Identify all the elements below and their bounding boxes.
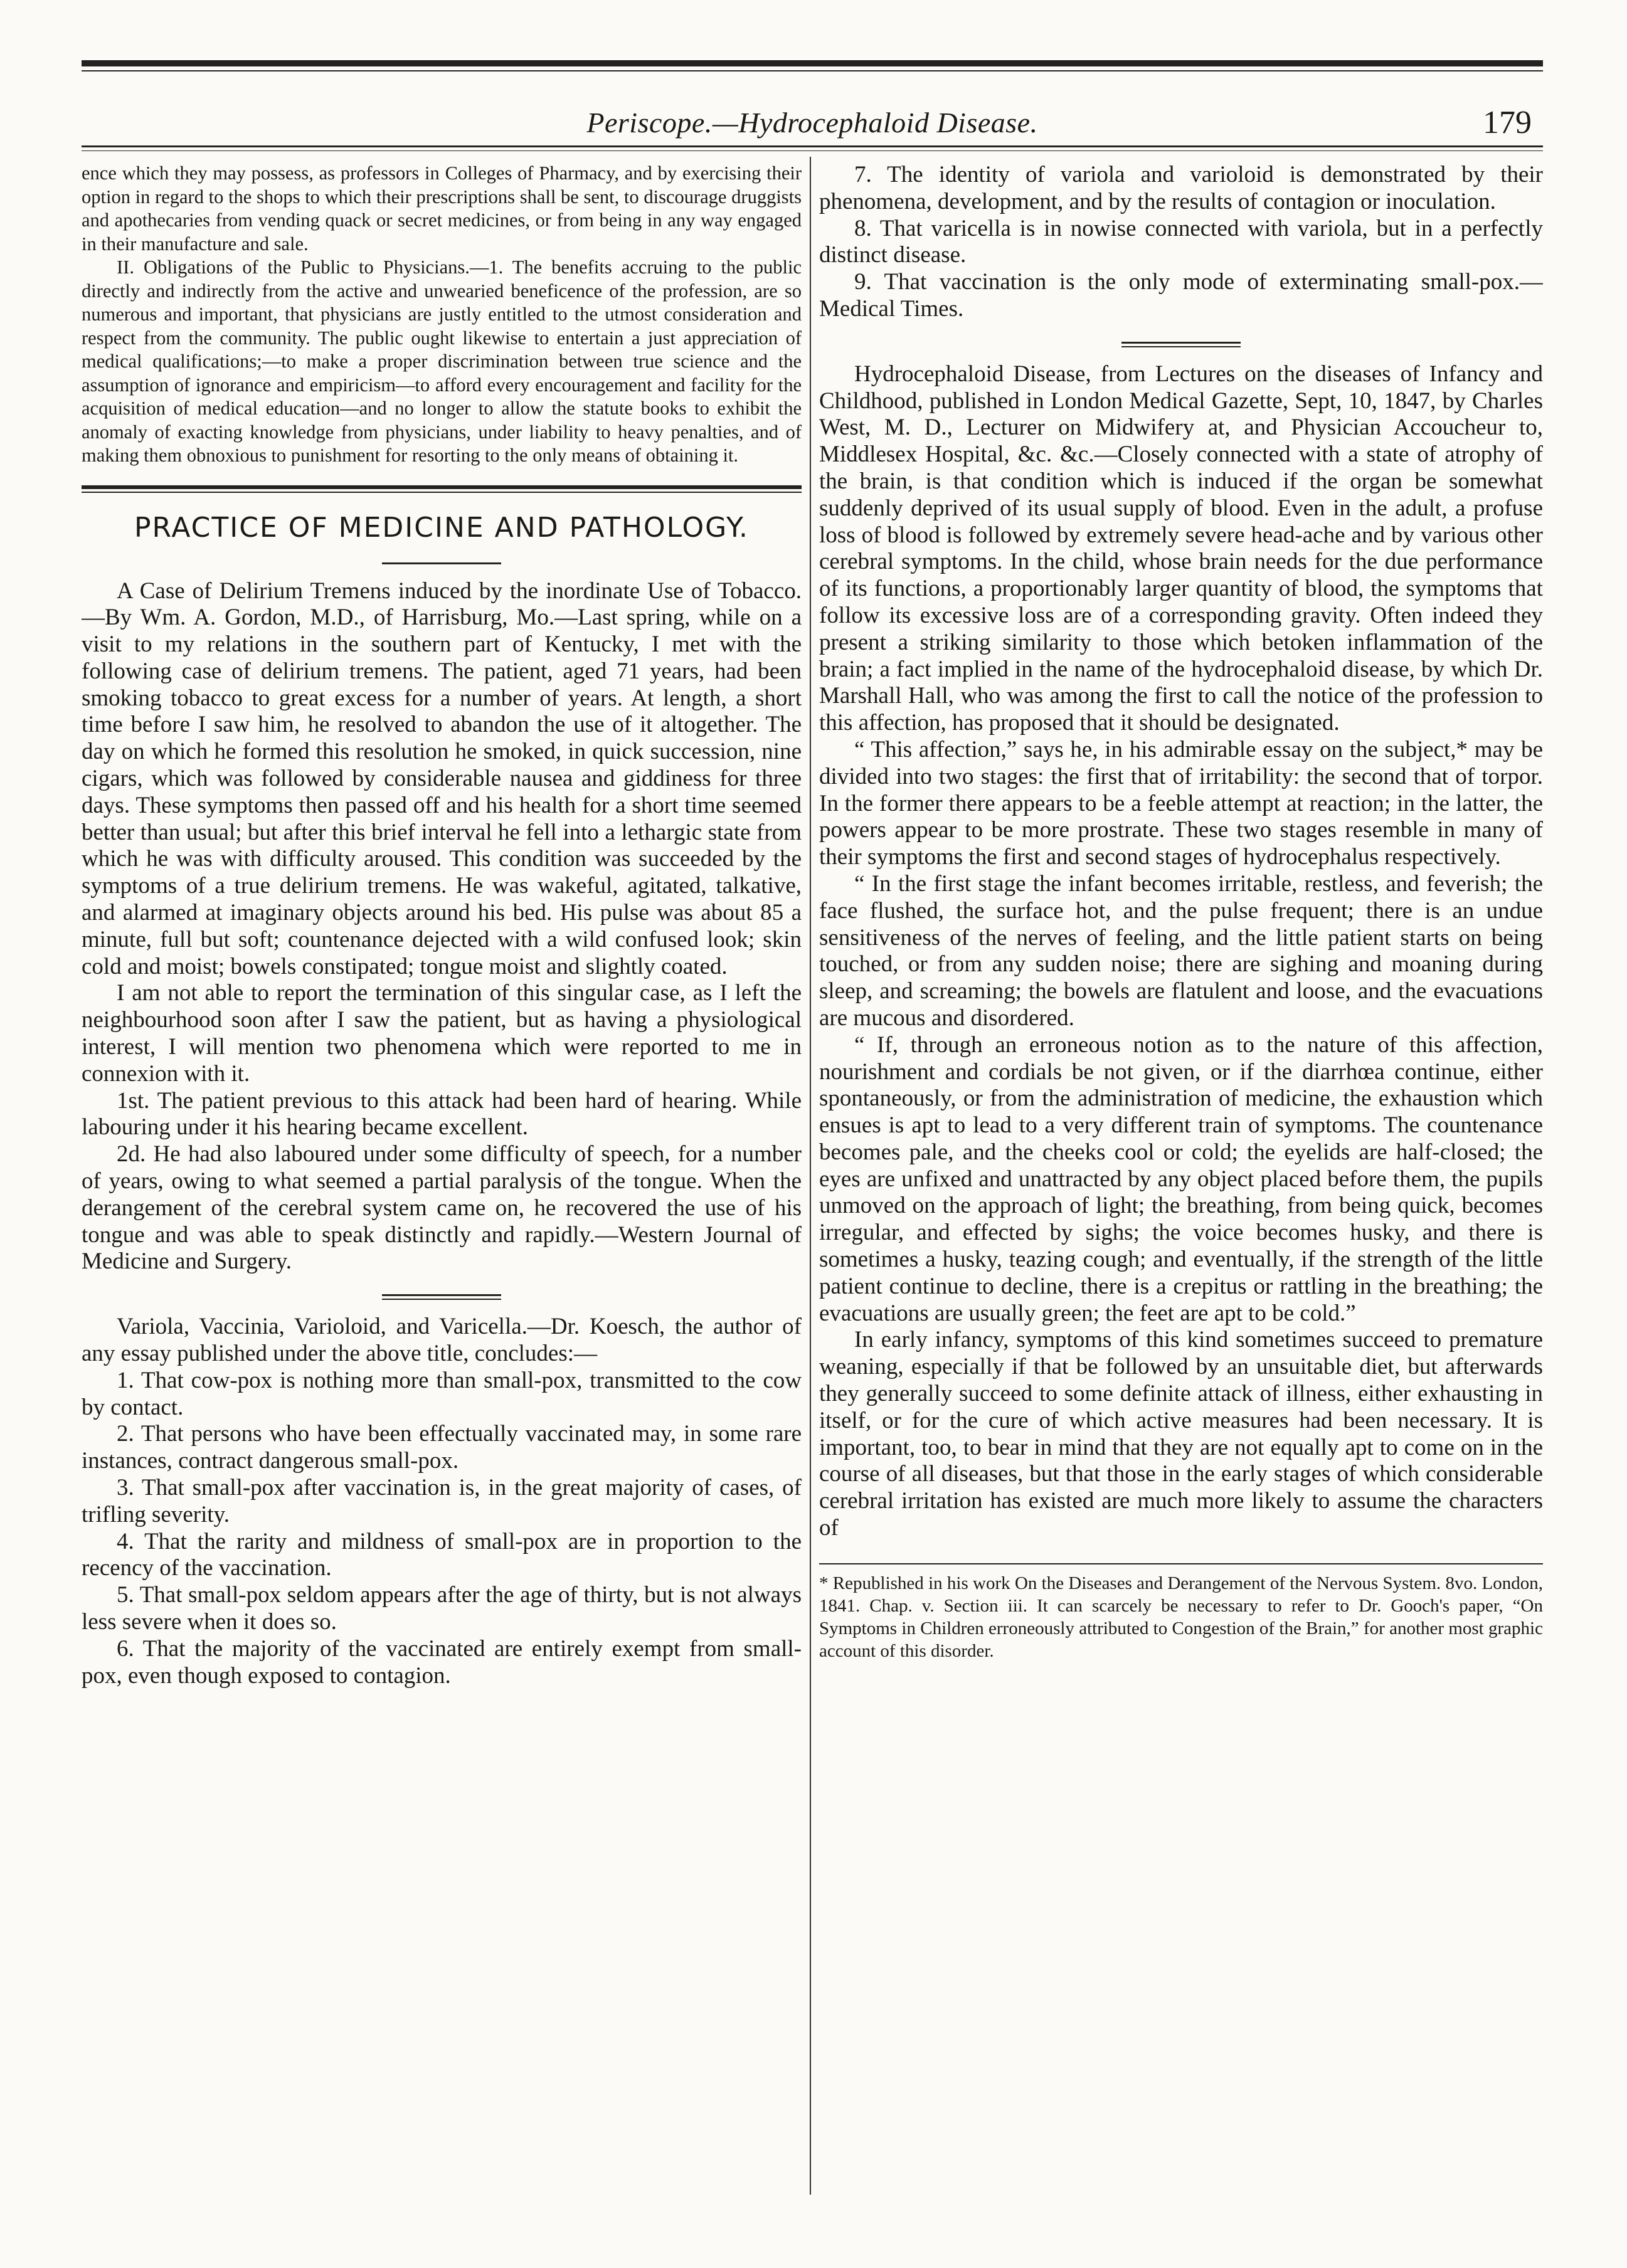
left-column — [82, 162, 802, 2225]
top-rule-thin — [82, 70, 1543, 71]
section-rule-thin — [82, 492, 802, 493]
short-rule — [382, 562, 501, 564]
list-item: 4. That the rarity and mildness of small-pox are in proportion to the recency of the vaccination. — [82, 1528, 802, 1581]
delirium-paragraph-4: 2d. He had also laboured under some difficulty of speech, for a number of years, owing to what seemed a partial paralysis of the tongue. When the derangement of the cerebral system came on, he recovered the use of his tongue and was able to speak distinctly and rapidly.—Western Journal of Medicine and Surgery. — [82, 1141, 802, 1275]
column-divider — [810, 157, 811, 2195]
article-separator — [382, 1294, 501, 1300]
delirium-paragraph-2: I am not able to report the termination of this singular case, as I left the neighbourhood soon after I saw the patient, but as having a physiological interest, I will mention two phenomena which were reported to me in connexion with it. — [82, 980, 802, 1087]
hydrocephaloid-paragraph-4: “ If, through an erroneous notion as to the nature of this affection, nourishment and cordials be not given, or if the diarrhœa continue, either spontaneously, or from the administration of medicine, the exhaustion which ensues is apt to lead to a very different train of symptoms. The countenance becomes pale, and the cheeks cool or cold; the eyelids are half-closed; the eyes are unfixed and unattracted by any object placed before them, the pupils unmoved on the approach of light; the breathing, from being quick, becomes irregular, and effected by sighs; the voice becomes husky, and there is sometimes a husky, teazing cough; and eventually, if the strength of the little patient continue to decline, there is a crepitus or rattling in the breathing; the evacuations are usually green; the feet are apt to be cold.” — [819, 1031, 1543, 1326]
obligations-paragraph: II. Obligations of the Public to Physicians.—1. The benefits accruing to the public directly and indirectly from the active and unwearied beneficence of the profession, are so numerous and important, that physicians are justly entitled to the utmost consideration and respect from the community. The public ought likewise to entertain a just appreciation of medical qualifications;—to make a proper discrimination between true science and the assumption of ignorance and empiricism—to afford every encouragement and facility for the acquisition of medical education—and no longer to allow the statute books to exhibit the anomaly of exacting knowledge from physicians, under liability to heavy penalties, and of making them obnoxious to punishment for resorting to the only means of obtaining it. — [82, 256, 802, 466]
list-item: 2. That persons who have been effectually vaccinated may, in some rare instances, contract dangerous small-pox. — [82, 1421, 802, 1474]
delirium-paragraph-3: 1st. The patient previous to this attack had been hard of hearing. While labouring under it his hearing became excellent. — [82, 1087, 802, 1141]
top-rule — [82, 60, 1543, 66]
variola-intro: Variola, Vaccinia, Varioloid, and Varicella.—Dr. Koesch, the author of any essay published under the above title, concludes:— — [82, 1314, 802, 1367]
footnote-rule — [819, 1563, 1543, 1564]
hydrocephaloid-paragraph-3: “ In the first stage the infant becomes irritable, restless, and feverish; the face flushed, the surface hot, and the pulse frequent; there is an undue sensitiveness of the nerves of feeling, and the little patient starts on being touched, or from any sudden noise; there are sighing and moaning during sleep, and screaming; the bowels are flatulent and loose, and the evacuations are mucous and disordered. — [819, 870, 1543, 1031]
header-rule — [82, 145, 1543, 147]
page-number: 179 — [1483, 104, 1532, 140]
list-item: 5. That small-pox seldom appears after the age of thirty, but is not always less severe when it does so. — [82, 1582, 802, 1635]
list-item: 1. That cow-pox is nothing more than small-pox, transmitted to the cow by contact. — [82, 1367, 802, 1420]
hydrocephaloid-paragraph-1: Hydrocephaloid Disease, from Lectures on the diseases of Infancy and Childhood, published in London Medical Gazette, Sept, 10, 1847, by Charles West, M. D., Lecturer on Midwifery at, and Physician Accoucheur to, Middlesex Hospital, &c. &c.—Closely connected with a state of atrophy of the brain, is that condition which is induced if the organ be somewhat suddenly deprived of its usual supply of blood. Even in the adult, a profuse loss of blood is followed by extremely severe head-ache and by various other cerebral symptoms. In the child, whose brain needs for the due performance of its functions, a proportionably larger quantity of blood, the symptoms that follow its excessive loss are of a corresponding gravity. Often indeed they present a striking similarity to those which betoken inflammation of the brain; a fact implied in the name of the hydrocephaloid disease, by which Dr. Marshall Hall, who was among the first to call the notice of the profession to this affection, has proposed that it should be designated. — [819, 361, 1543, 736]
hydrocephaloid-paragraph-5: In early infancy, symptoms of this kind sometimes succeed to premature weaning, especially if that be followed by an unsuitable diet, but afterwards they generally succeed to some definite attack of illness, either exhausting in itself, or for the cure of which active measures had been necessary. It is important, too, to bear in mind that they are not equally apt to come on in the course of all diseases, but that those in the early stages of which considerable cerebral irritation has existed are much more likely to assume the characters of — [819, 1327, 1543, 1541]
running-title: Periscope.—Hydrocephaloid Disease. — [586, 106, 1038, 139]
list-item: 3. That small-pox after vaccination is, in the great majority of cases, of trifling severity. — [82, 1475, 802, 1527]
list-item: 8. That varicella is in nowise connected with variola, but in a perfectly distinct disease. — [819, 215, 1543, 268]
running-header — [82, 94, 1543, 150]
footnote: * Republished in his work On the Diseases and Derangement of the Nervous System. 8vo. London, 1841. Chap. v. Section iii. It can scarcely be necessary to refer to Dr. Gooch's paper, “On Symptoms in Children erroneously attributed to Congestion of the Brain,” for another most graphic account of this disorder. — [819, 1573, 1543, 1661]
list-item: 9. That vaccination is the only mode of exterminating small-pox.—Medical Times. — [819, 269, 1543, 322]
right-column — [819, 162, 1543, 2225]
section-heading: PRACTICE OF MEDICINE AND PATHOLOGY. — [134, 511, 749, 544]
list-item: 7. The identity of variola and varioloid is demonstrated by their phenomena, development, and by the results of contagion or inoculation. — [819, 162, 1543, 214]
section-rule — [82, 485, 802, 489]
hydrocephaloid-paragraph-2: “ This affection,” says he, in his admirable essay on the subject,* may be divided into two stages: the first that of irritability: the second that of torpor. In the former there appears to be a feeble attempt at reaction; in the latter, the powers appear to be more prostrate. These two stages resemble in many of their symptoms the first and second stages of hydrocephalus respectively. — [819, 736, 1543, 870]
header-rule-thin — [82, 150, 1543, 151]
list-item: 6. That the majority of the vaccinated are entirely exempt from small-pox, even though exposed to contagion. — [82, 1635, 802, 1689]
intro-paragraph: ence which they may possess, as professors in Colleges of Pharmacy, and by exercising their option in regard to the shops to which their prescriptions shall be sent, to discourage druggists and apothecaries from vending quack or secret medicines, or from being in any way engaged in their manufacture and sale. — [82, 162, 802, 255]
article-separator — [1121, 342, 1241, 347]
delirium-paragraph-1: A Case of Delirium Tremens induced by the inordinate Use of Tobacco.—By Wm. A. Gordon, M.D., of Harrisburg, Mo.—Last spring, while on a visit to my relations in the southern part of Kentucky, I met with the following case of delirium tremens. The patient, aged 71 years, had been smoking tobacco to great excess for a number of years. At length, a short time before I saw him, he resolved to abandon the use of it altogether. The day on which he formed this resolution he smoked, in quick succession, nine cigars, which was followed by considerable nausea and giddiness for three days. These symptoms then passed off and his health for a short time seemed better than usual; but after this brief interval he fell into a lethargic state from which he was with difficulty aroused. This condition was succeeded by the symptoms of a true delirium tremens. He was wakeful, agitated, talkative, and alarmed at imaginary objects around his bed. His pulse was about 85 a minute, full but soft; countenance dejected with a wild confused look; skin cold and moist; bowels constipated; tongue moist and slightly coated. — [82, 578, 802, 979]
